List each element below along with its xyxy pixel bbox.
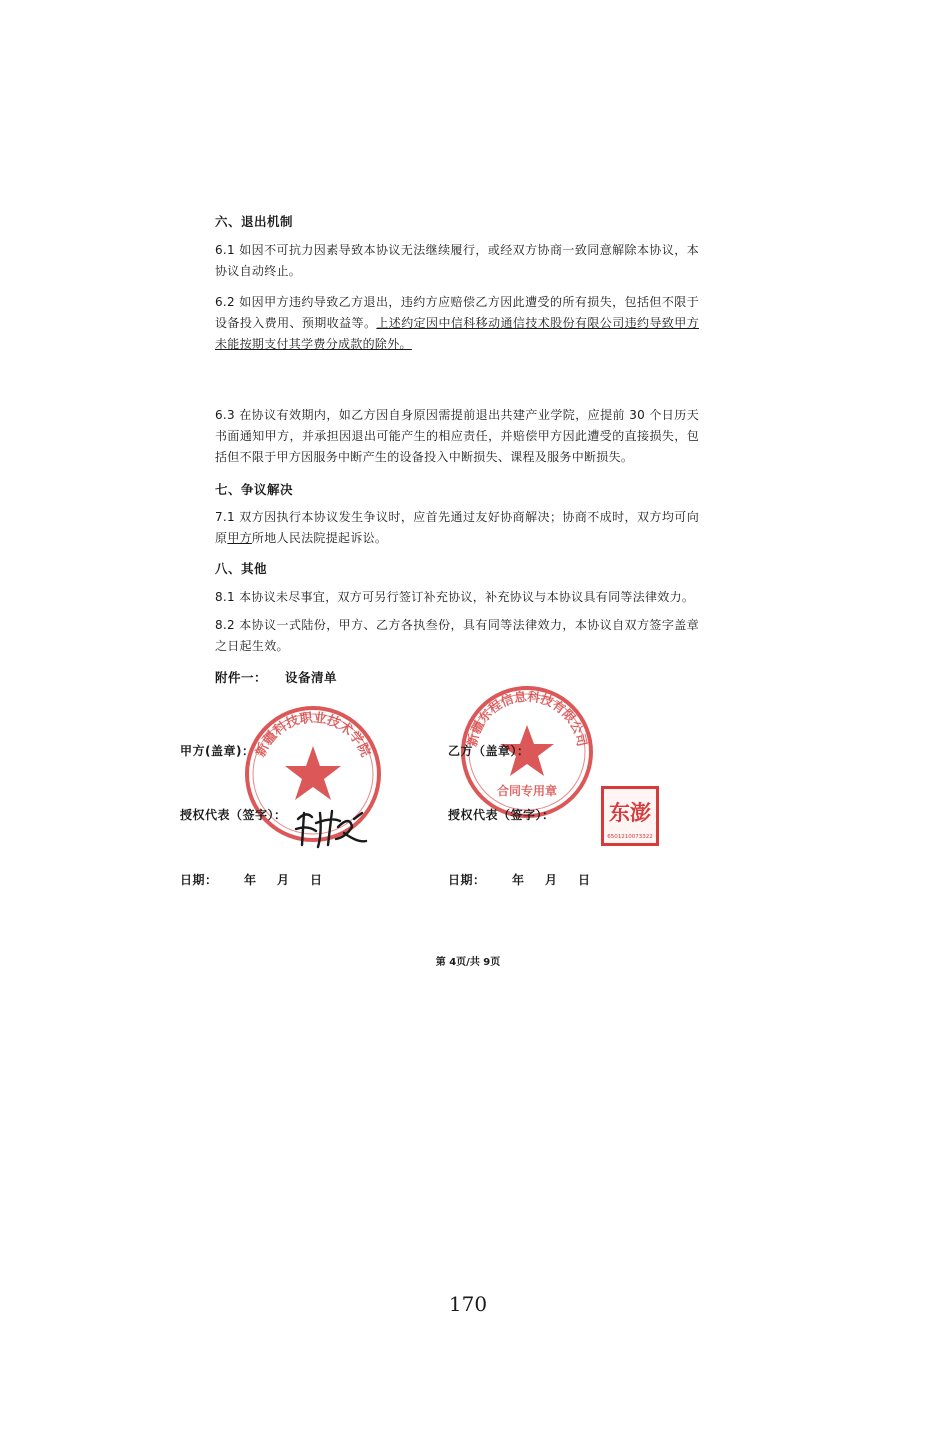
clause-6-2-main: 6.2 如因甲方违约导致乙方退出，违约方应赔偿乙方因此遭受的所有损失，包括但不限于设备投入费用、预期收益等。: [215, 295, 699, 330]
clause-7-1: [215, 507, 699, 549]
party-b-seal-label: 乙方（盖章）：: [448, 744, 530, 758]
clause-8-1: 8.1 本协议未尽事宜，双方可另行签订补充协议，补充协议与本协议具有同等法律效力。: [215, 590, 695, 604]
page-number: 170: [448, 1292, 488, 1316]
party-a-date-day: 日: [310, 873, 323, 887]
section-8-heading: 八、其他: [215, 561, 268, 576]
clause-6-2-exception: 上述约定因中信科移动通信技术股份有限公司违约导致甲方未能按期支付其学费分成款的除外。: [215, 316, 699, 351]
clause-6-1: 6.1 如因不可抗力因素导致本协议无法继续履行，或经双方协商一致同意解除本协议，本协议自动终止。: [215, 243, 699, 278]
section-6-heading: 六、退出机制: [215, 214, 294, 229]
name-seal-text: 东澎: [609, 800, 651, 825]
party-a-seal-text: 新疆科技职业技术学院: [253, 710, 373, 760]
section-7-heading: 七、争议解决: [215, 482, 294, 497]
party-b-date-year: 年: [512, 873, 525, 887]
party-a-date-label: 日期：: [180, 873, 218, 887]
clause-8-2: 8.2 本协议一式陆份，甲方、乙方各执叁份，具有同等法律效力，本协议自双方签字盖章之日起生效。: [215, 618, 699, 653]
page-counter: 第 4页/共 9页: [435, 957, 501, 968]
party-b-date-day: 日: [578, 873, 591, 887]
clause-6-3: 6.3 在协议有效期内，如乙方因自身原因需提前退出共建产业学院，应提前 30 个日历天书面通知甲方，并承担因退出可能产生的相应责任，并赔偿甲方因此遭受的直接损失，包括但不限于甲方因服务中断产生的设备投入中断损失、课程及服务中断损失。: [215, 408, 699, 464]
party-a-handwritten-signature: [292, 805, 372, 851]
party-b-seal-text: 新疆东程信息科技有限公司: [464, 688, 590, 748]
party-a-date-month: 月: [277, 873, 290, 887]
attachment-line: [215, 668, 337, 686]
party-b-rep-label: 授权代表（签字）：: [448, 808, 555, 822]
attachment-value: 设备清单: [285, 670, 338, 685]
clause-7-1-c: 所地人民法院提起诉讼。: [251, 531, 388, 545]
party-b-date-month: 月: [545, 873, 558, 887]
party-a-seal-label: 甲方(盖章)：: [180, 744, 255, 758]
party-b-date-label: 日期：: [448, 873, 486, 887]
party-b-contract-seal-text: 合同专用章: [496, 784, 558, 798]
clause-7-1-a: 7.1 双方因执行本协议发生争议时，应首先通过友好协商解决；协商不成时，双方均可向原: [215, 510, 699, 545]
attachment-label: 附件一：: [215, 670, 268, 685]
party-a-rep-label: 授权代表（签字）：: [180, 808, 287, 822]
name-square-seal: [601, 786, 659, 846]
party-a-date-year: 年: [244, 873, 257, 887]
clause-6-2: [215, 292, 699, 355]
name-seal-number: 6501210073322: [607, 834, 653, 840]
clause-7-1-b: 甲方: [227, 531, 252, 545]
